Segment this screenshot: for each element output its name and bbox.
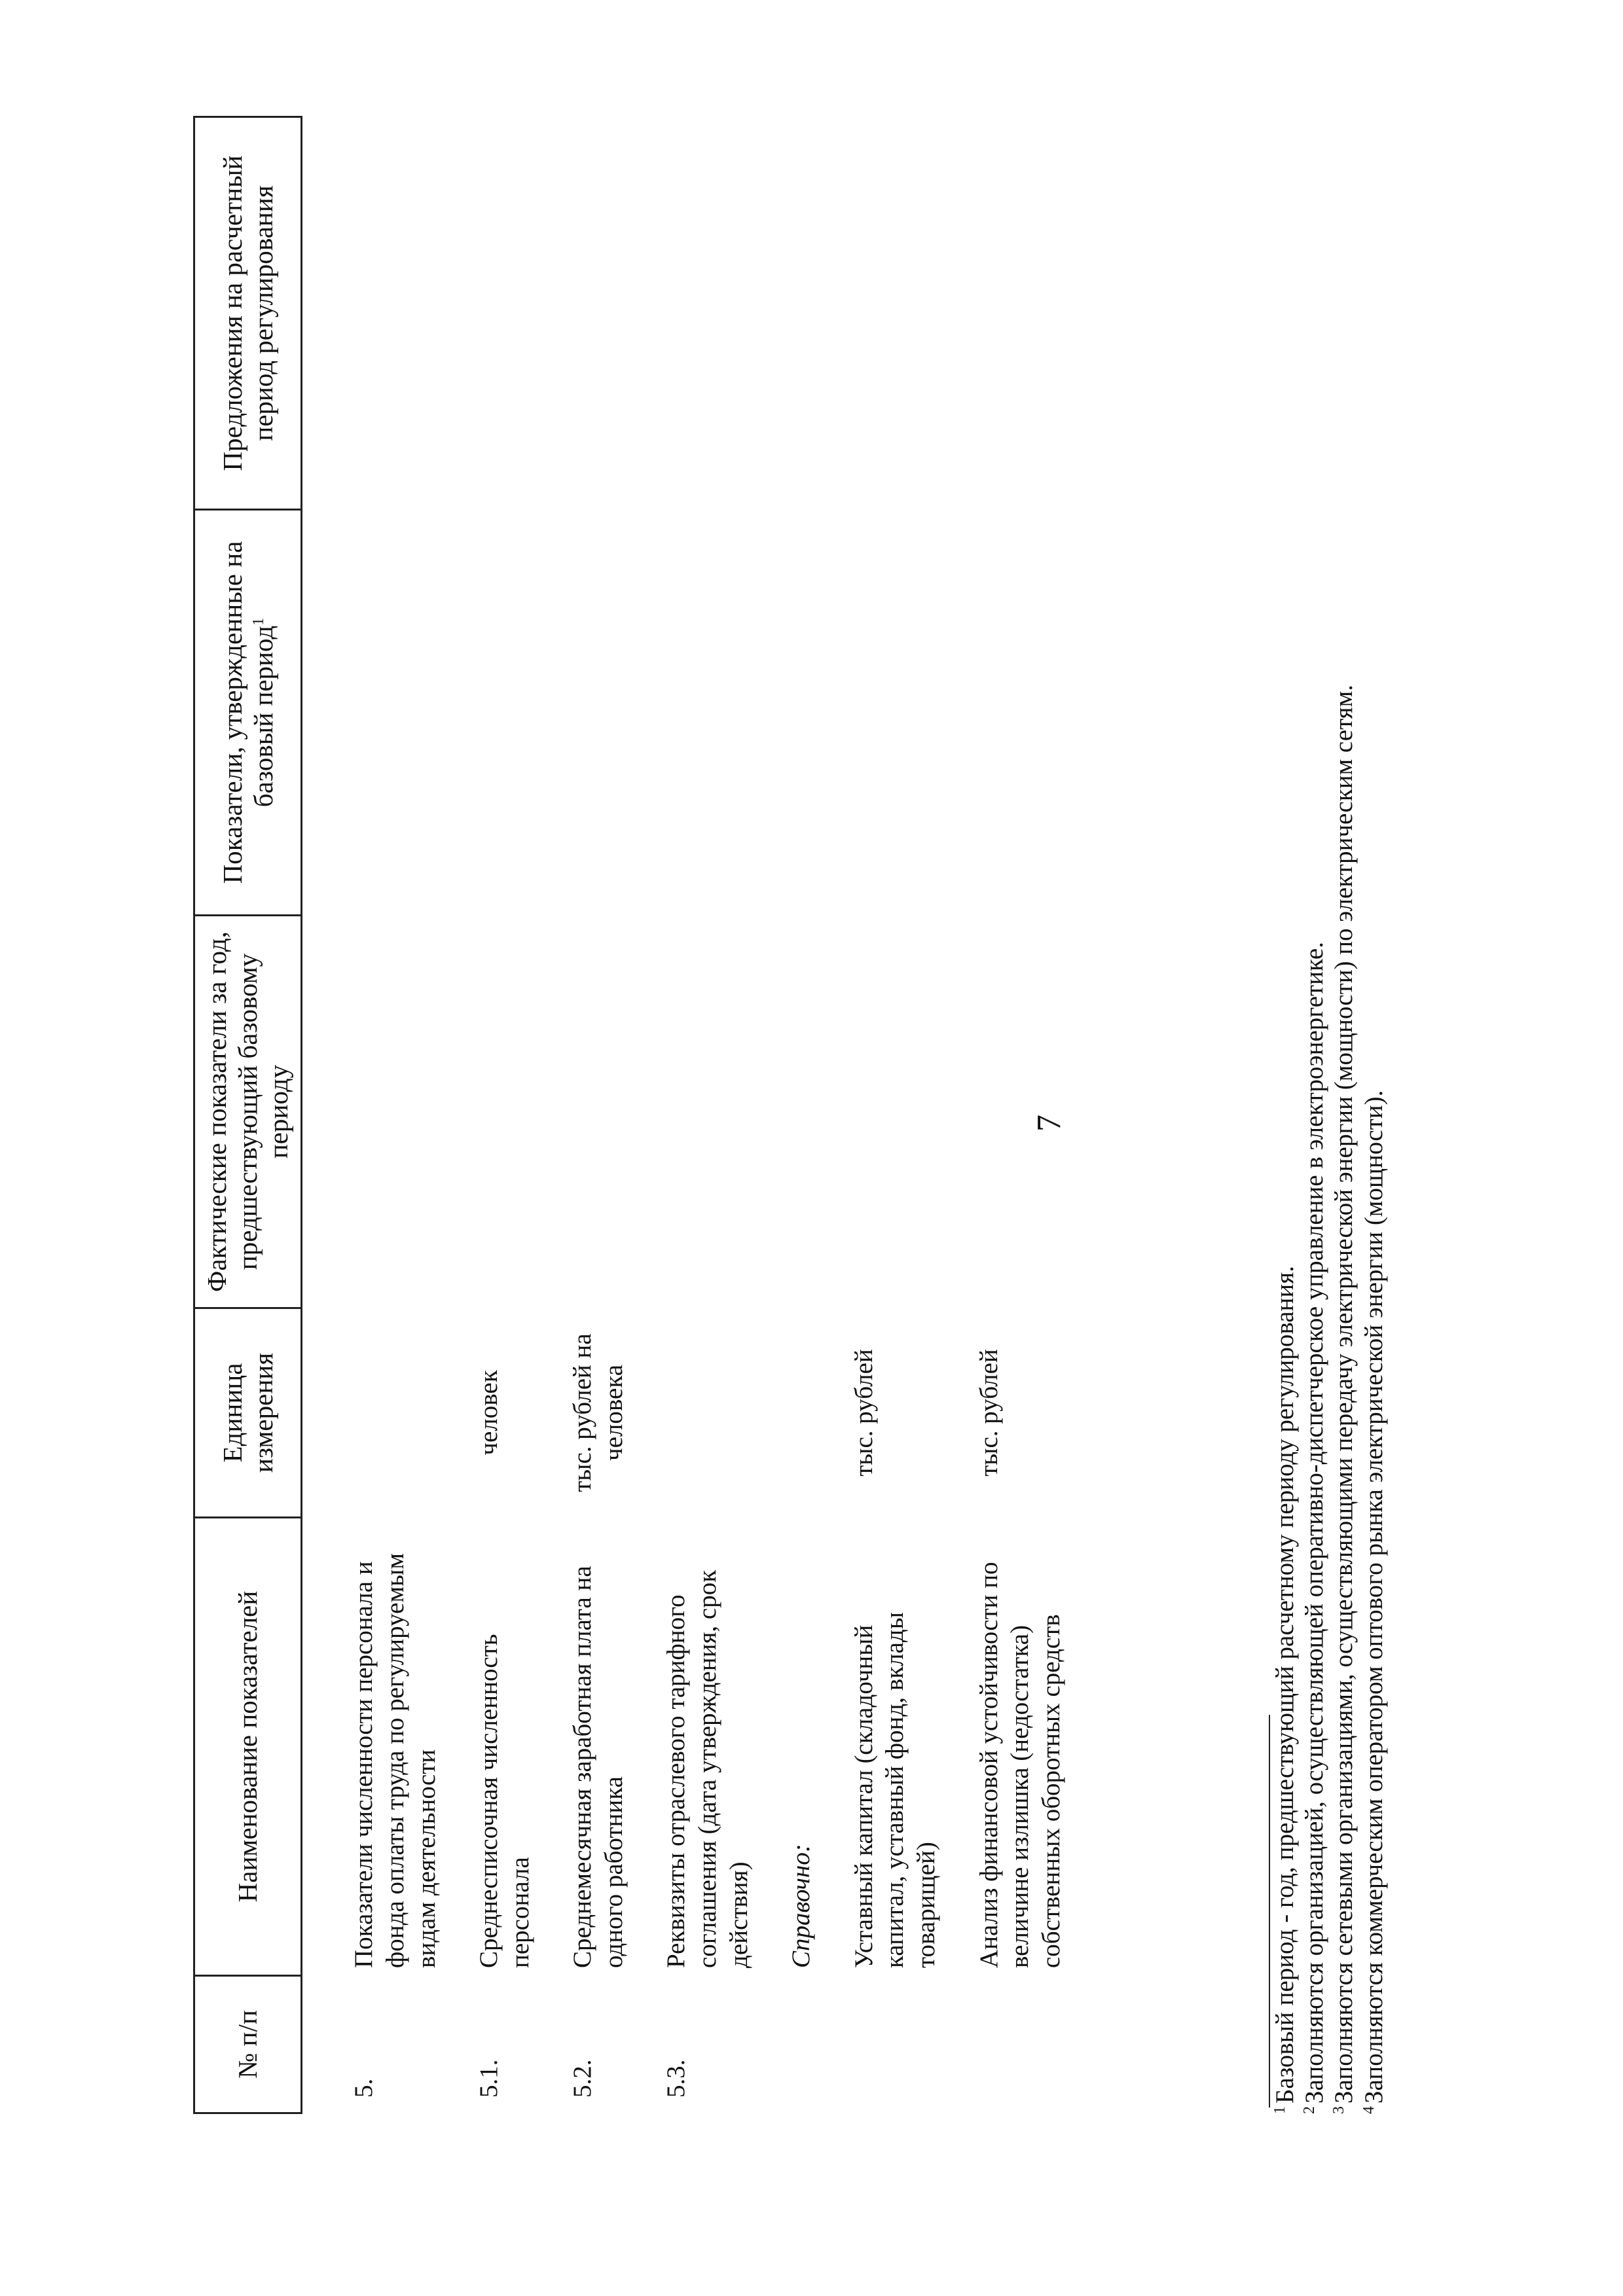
row-actual (545, 916, 638, 1308)
table-row (545, 117, 638, 2113)
row-num (763, 1976, 826, 2113)
row-unit: человек (475, 1370, 503, 1456)
footnote (1329, 85, 1359, 2114)
row-proposals (302, 117, 451, 510)
row-unit (763, 1308, 826, 1518)
row-approved (302, 510, 451, 916)
footnote-text: Базовый период - год, предшествующий расчетному периоду регулирования. (1271, 1266, 1299, 2104)
footnote-ref: 3 (1330, 2106, 1348, 2114)
footnotes (1270, 85, 1389, 2114)
row-approved (638, 510, 763, 916)
row-num: 5.1. (475, 2059, 503, 2098)
row-approved (763, 510, 826, 916)
footnote-ref: 4 (1360, 2106, 1377, 2114)
footnote-ref: 1 (1271, 2106, 1288, 2114)
row-name: Показатели численности персонала и фонда оплаты труда по регулируемым видам деятельности (350, 1552, 441, 1968)
table-header-row (194, 117, 302, 2113)
row-name: Среднемесячная заработная плата на одного работника (568, 1566, 628, 1968)
row-unit: тыс. рублей (974, 1349, 1003, 1477)
row-proposals (763, 117, 826, 510)
row-proposals (545, 117, 638, 510)
row-proposals (826, 117, 951, 510)
table-row (826, 117, 951, 2113)
row-proposals (451, 117, 545, 510)
header-actual: Фактические показатели за год, предшествующий базовому периоду (194, 916, 302, 1308)
header-approved (194, 510, 302, 916)
indicators-table (193, 116, 1076, 2114)
row-unit: тыс. рублей на человека (568, 1333, 628, 1492)
row-num: 5.2. (568, 2059, 597, 2098)
footnote (1359, 85, 1389, 2114)
header-unit: Единица измерения (194, 1308, 302, 1518)
row-num (826, 1976, 951, 2113)
row-proposals (951, 117, 1076, 510)
table-row (951, 117, 1076, 2113)
row-unit (302, 1308, 451, 1518)
header-name: Наименование показателей (194, 1518, 302, 1976)
row-actual (763, 916, 826, 1308)
reference-heading: Справочно: (787, 1844, 816, 1968)
page-number: 7 (1030, 1115, 1068, 1132)
row-name: Анализ финансовой устойчивости по величине излишка (недостатка) собственных оборотных средств (974, 1562, 1065, 1968)
row-approved (951, 510, 1076, 916)
footnote (1270, 85, 1300, 2114)
row-approved (826, 510, 951, 916)
row-name: Уставный капитал (складочный капитал, уставный фонд, вклады товарищей) (849, 1612, 940, 1968)
table-row (302, 117, 451, 2113)
header-approved-text: Показатели, утвержденные на базовый период (217, 541, 278, 884)
footnote-text: Заполняются коммерческим оператором оптового рынка электрической энергии (мощности). (1359, 1090, 1388, 2104)
rotated-page-content (157, 33, 1499, 2153)
row-actual (638, 916, 763, 1308)
row-name: Среднесписочная численность персонала (475, 1634, 534, 1968)
footnote-text: Заполняются сетевыми организациями, осуществляющими передачу электрической энергии (мощности) по электрическим сетям. (1330, 684, 1359, 2104)
row-approved (545, 510, 638, 916)
row-proposals (638, 117, 763, 510)
row-num (951, 1976, 1076, 2113)
row-actual (451, 916, 545, 1308)
row-approved (451, 510, 545, 916)
row-unit: тыс. рублей (849, 1349, 878, 1477)
row-num: 5. (350, 2078, 378, 2098)
footnote (1300, 85, 1329, 2114)
footnote-ref: 2 (1301, 2106, 1319, 2114)
header-num: № п/п (194, 1976, 302, 2113)
row-actual (302, 916, 451, 1308)
table-row (451, 117, 545, 2113)
table-row (638, 117, 763, 2113)
header-approved-footnote-ref: 1 (249, 617, 267, 626)
header-proposals: Предложения на расчетный период регулирования (194, 117, 302, 510)
row-actual (826, 916, 951, 1308)
row-unit (638, 1308, 763, 1518)
row-actual (951, 916, 1076, 1308)
row-name: Реквизиты отраслевого тарифного соглашения (дата утверждения, срок действия) (662, 1570, 753, 1968)
table-row (763, 117, 826, 2113)
footnote-text: Заполняются организацией, осуществляющей оперативно-диспетчерское управление в электроэнергетике. (1300, 942, 1329, 2104)
row-num: 5.3. (662, 2059, 691, 2098)
